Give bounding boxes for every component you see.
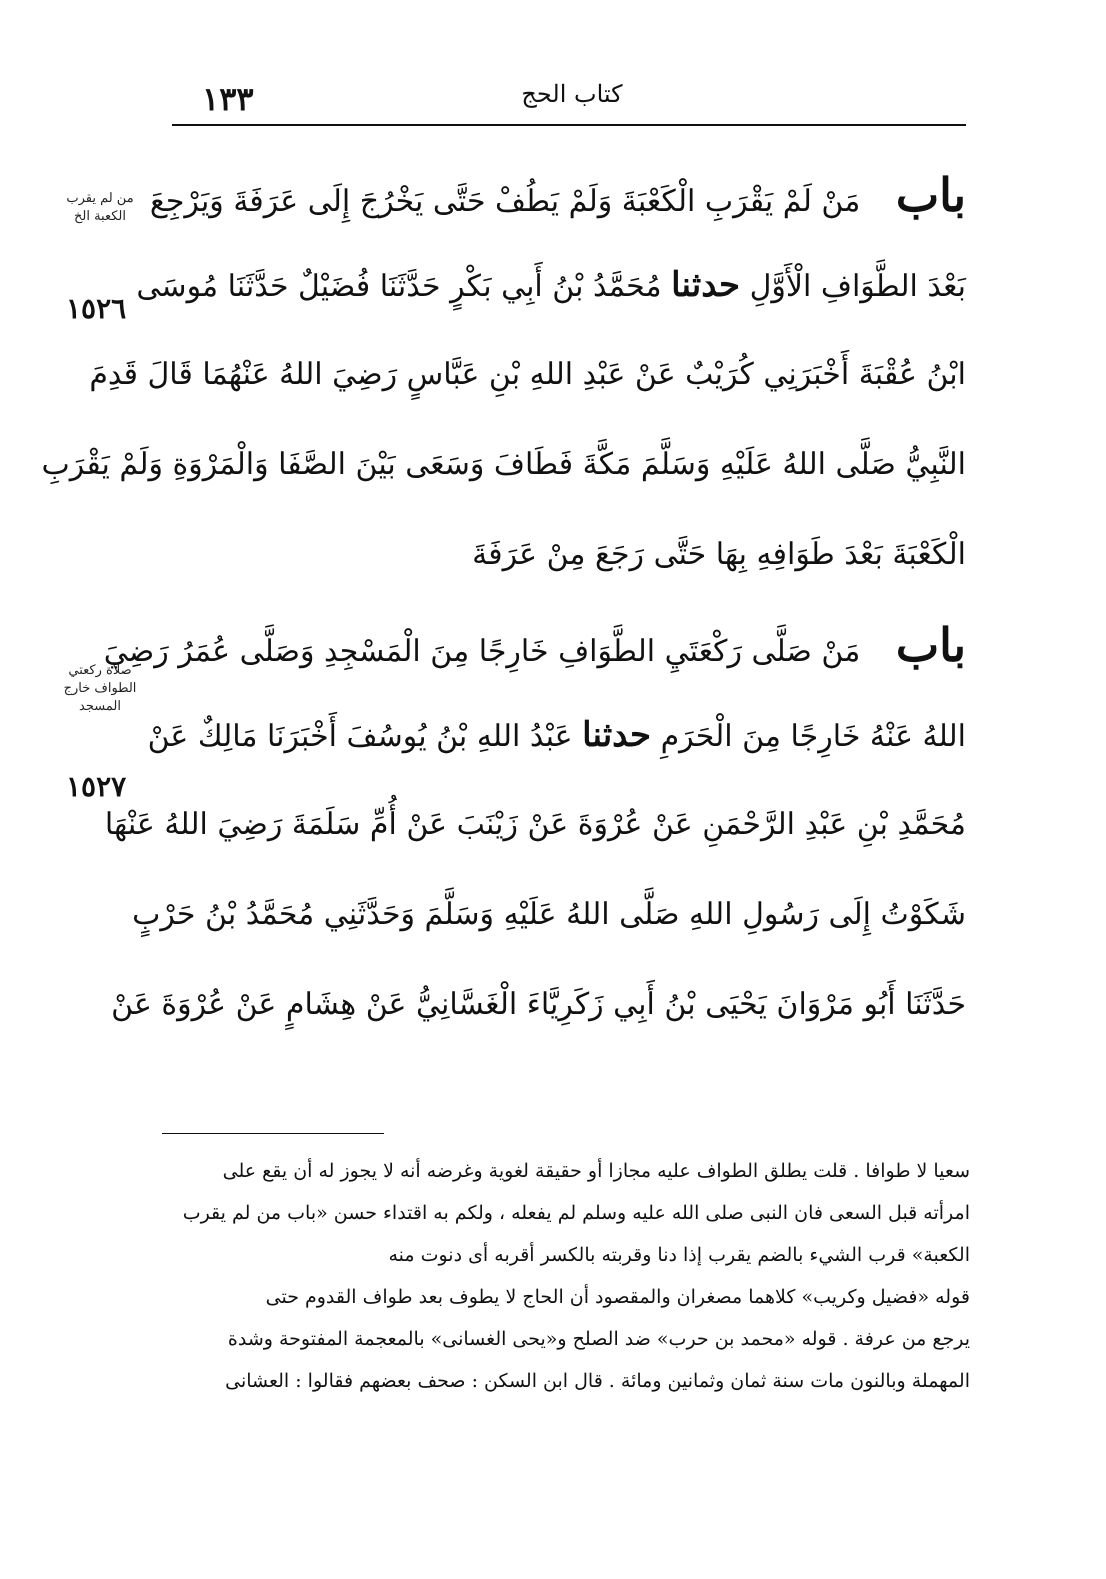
text-line: ابْنُ عُقْبَةَ أَخْبَرَنِي كُرَيْبٌ عَنْ عَبْدِ اللهِ بْنِ عَبَّاسٍ رَضِيَ اللهُ عَنْهُمَا قَالَ قَدِمَ xyxy=(89,357,966,392)
margin-note-2: صلاة ركعتي الطواف خارج المسجد xyxy=(63,663,137,714)
text-segment: عَبْدُ اللهِ بْنُ يُوسُفَ أَخْبَرَنَا مَالِكٌ عَنْ xyxy=(147,719,573,754)
haddathana-marker: حدثنا xyxy=(582,715,652,755)
header-rule xyxy=(172,124,966,126)
footnote-line: امرأته قبل السعى فان النبى صلى الله عليه وسلم لم يفعله ، ولكم به اقتداء حسن «باب من لم يقرب xyxy=(182,1202,970,1224)
text-line xyxy=(136,240,966,330)
margin-note-1: من لم يقرب الكعبة الخ xyxy=(66,191,134,224)
text-segment: اللهُ عَنْهُ خَارِجًا مِنَ الْحَرَمِ xyxy=(660,719,966,754)
text-line: حَدَّثَنَا أَبُو مَرْوَانَ يَحْيَى بْنُ أَبِي زَكَرِيَّاءَ الْغَسَّانِيُّ عَنْ هِشَامٍ عَنْ عُرْوَةَ عَنْ xyxy=(111,987,966,1022)
text-line xyxy=(103,600,966,690)
text-segment: مُحَمَّدُ بْنُ أَبِي بَكْرٍ حَدَّثَنَا فُضَيْلٌ حَدَّثَنَا مُوسَى xyxy=(136,269,662,304)
text-line xyxy=(149,150,966,240)
text-line: شَكَوْتُ إِلَى رَسُولِ اللهِ صَلَّى اللهُ عَلَيْهِ وَسَلَّمَ وَحَدَّثَنِي مُحَمَّدُ بْنُ حَرْبٍ xyxy=(132,897,966,932)
text-line: مُحَمَّدِ بْنِ عَبْدِ الرَّحْمَنِ عَنْ عُرْوَةَ عَنْ زَيْنَبَ عَنْ أُمِّ سَلَمَةَ رَضِيَ اللهُ عَنْهَا xyxy=(104,807,966,842)
footnote-line: الكعبة» قرب الشيء بالضم يقرب إذا دنا وقربته بالكسر أقربه أى دنوت منه xyxy=(388,1244,970,1266)
footnote-line: يرجع من عرفة . قوله «محمد بن حرب» ضد الصلح و«يحى الغسانى» بالمعجمة المفتوحة وشدة xyxy=(227,1328,970,1350)
bab-heading: باب xyxy=(895,168,966,222)
text-line: النَّبِيُّ صَلَّى اللهُ عَلَيْهِ وَسَلَّمَ مَكَّةَ فَطَافَ وَسَعَى بَيْنَ الصَّفَا وَالْمَرْوَةِ وَلَمْ يَقْرَبِ xyxy=(41,447,966,482)
bab-title: مَنْ لَمْ يَقْرَبِ الْكَعْبَةَ وَلَمْ يَطُفْ حَتَّى يَخْرُجَ إِلَى عَرَفَةَ وَيَرْجِعَ xyxy=(149,184,861,219)
page-header xyxy=(172,72,966,122)
page-number: ١٣٣ xyxy=(202,80,254,118)
footnote-line: سعيا لا طوافا . قلت يطلق الطواف عليه مجازا أو حقيقة لغوية وغرضه أنه لا يجوز له أن يقع على xyxy=(222,1160,970,1182)
footnote-line: المهملة وبالنون مات سنة ثمان وثمانين ومائة . قال ابن السكن : صحف بعضهم فقالوا : العشانى xyxy=(225,1370,970,1392)
text-line: الْكَعْبَةَ بَعْدَ طَوَافِهِ بِهَا حَتَّى رَجَعَ مِنْ عَرَفَةَ xyxy=(472,537,966,572)
text-segment: بَعْدَ الطَّوَافِ الْأَوَّلِ xyxy=(749,269,966,304)
haddathana-marker: حدثنا xyxy=(671,265,741,305)
hadith-number-1527: ١٥٢٧ xyxy=(66,770,127,803)
footnotes xyxy=(162,1150,970,1402)
bab-heading: باب xyxy=(895,618,966,672)
footnote-line: قوله «فضيل وكريب» كلاهما مصغران والمقصود أن الحاج لا يطوف بعد طواف القدوم حتى xyxy=(265,1286,970,1308)
page-title: كتاب الحج xyxy=(521,80,623,108)
hadith-number-1526: ١٥٢٦ xyxy=(66,292,127,325)
text-line xyxy=(147,690,966,780)
footnote-rule xyxy=(162,1133,384,1134)
bab-title: مَنْ صَلَّى رَكْعَتَيِ الطَّوَافِ خَارِجًا مِنَ الْمَسْجِدِ وَصَلَّى عُمَرُ رَضِيَ xyxy=(103,634,861,669)
